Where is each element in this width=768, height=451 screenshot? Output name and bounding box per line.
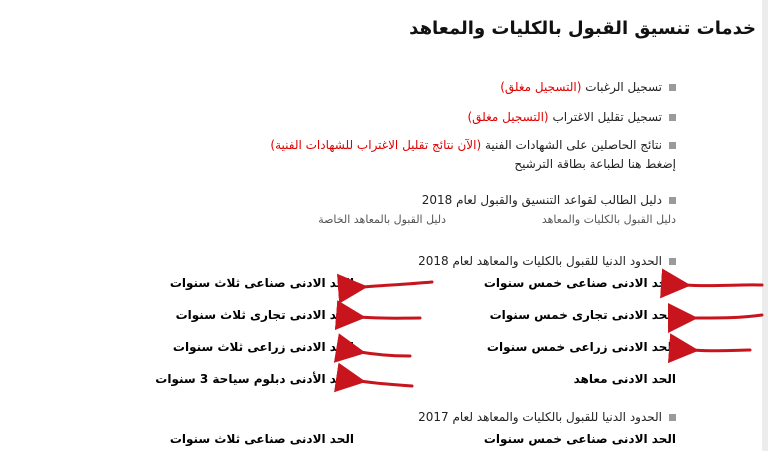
service-status: (الآن نتائج تقليل الاغتراب للشهادات الفنية) bbox=[270, 138, 482, 152]
print-card-link[interactable]: إضغط هنا لطباعة بطاقة الترشيح bbox=[514, 157, 676, 171]
min-2017-industrial-3y-link[interactable]: الحد الادنى صناعى ثلاث سنوات bbox=[169, 432, 354, 446]
min-2018-heading-text: الحدود الدنيا للقبول بالكليات والمعاهد لعام 2018 bbox=[418, 254, 662, 268]
min-2017-heading-text: الحدود الدنيا للقبول بالكليات والمعاهد لعام 2017 bbox=[418, 410, 662, 424]
arrow-icon bbox=[360, 381, 412, 386]
arrow-icon bbox=[692, 315, 762, 318]
min-2018-agricultural-3y-link[interactable]: الحد الادنى زراعى ثلاث سنوات bbox=[172, 340, 354, 354]
service-label: تسجيل الرغبات bbox=[585, 80, 662, 94]
arrow-icon bbox=[685, 285, 762, 286]
min-2018-commercial-3y-link[interactable]: الحد الادنى تجارى ثلاث سنوات bbox=[175, 308, 354, 322]
min-2018-commercial-5y-link[interactable]: الحد الادنى تجارى خمس سنوات bbox=[489, 308, 676, 322]
arrow-icon bbox=[362, 282, 432, 287]
service-label: تسجيل تقليل الاغتراب bbox=[552, 110, 662, 124]
arrow-icon bbox=[360, 317, 420, 318]
min-2018-industrial-5y-link[interactable]: الحد الادنى صناعى خمس سنوات bbox=[483, 276, 676, 290]
arrow-icon bbox=[693, 350, 750, 351]
min-2017-industrial-5y-link[interactable]: الحد الادنى صناعى خمس سنوات bbox=[483, 432, 676, 446]
guide-private-link[interactable]: دليل القبول بالمعاهد الخاصة bbox=[318, 213, 446, 226]
arrow-icon bbox=[360, 352, 410, 356]
service-status: (التسجيل مغلق) bbox=[500, 80, 582, 94]
service-status: (التسجيل مغلق) bbox=[467, 110, 549, 124]
min-2018-agricultural-5y-link[interactable]: الحد الادنى زراعى خمس سنوات bbox=[486, 340, 676, 354]
service-label: نتائج الحاصلين على الشهادات الفنية bbox=[485, 138, 662, 152]
guide-heading-text: دليل الطالب لقواعد التنسيق والقبول لعام 2018 bbox=[421, 193, 662, 207]
guide-colleges-link[interactable]: دليل القبول بالكليات والمعاهد bbox=[541, 213, 676, 226]
min-2018-industrial-3y-link[interactable]: الحد الادنى صناعى ثلاث سنوات bbox=[169, 276, 354, 290]
page-title: خدمات تنسيق القبول بالكليات والمعاهد bbox=[409, 18, 756, 39]
min-2018-institutes-link[interactable]: الحد الادنى معاهد bbox=[573, 372, 676, 386]
min-2018-tourism-3y-link[interactable]: الحد الأدنى دبلوم سياحة 3 سنوات bbox=[155, 372, 354, 386]
